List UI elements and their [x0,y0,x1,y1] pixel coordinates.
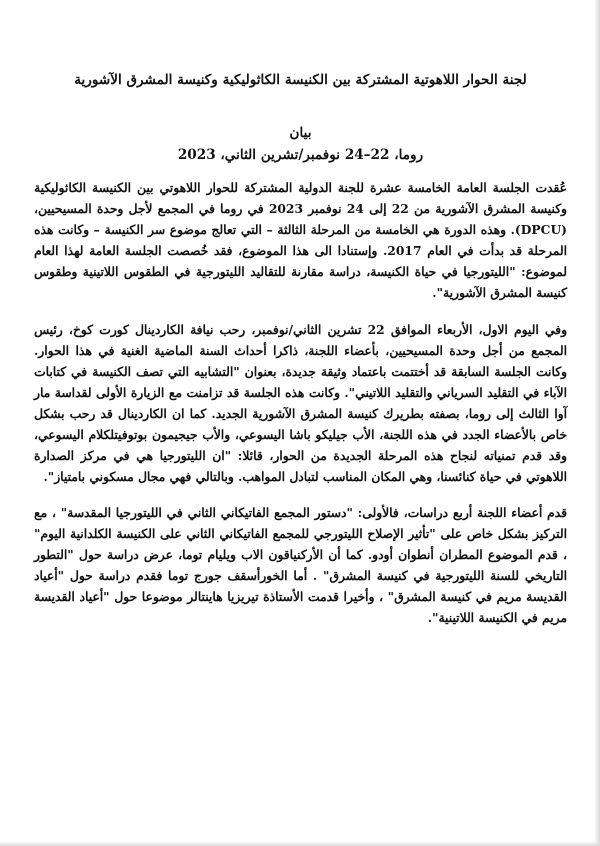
statement-heading: بيان [289,125,312,141]
paragraph-studies: قدم أعضاء اللجنة أربع دراسات، فالأولى: "دستور المجمع الفاتيكاني الثاني في الليتورجيا المقدسة" ، مع التركيز بشكل خاص على "تأثير الإصلاح الليتورجي للمجمع الفاتيكاني الثاني على الكنيسة الكلدانية اليوم" ، قدم الموضوع المطران أنطوان أودو. كما أن الأركنياقون الاب ويليام توما، عرض دراسة حول "التطور التاريخي للسنة الليتورجية في كنيسة المشرق" . أما الخورأسقف جورج توما فقدم دراسة حول "أعياد القديسة مريم في كنيسة المشرق" ، وأخيرا قدمت الأستاذة تيريزيا هاينتالر موضوعا حول "أعياد القديسة مريم في الكنيسة اللاتينية". [34,505,567,625]
page-edge-shadow-bottom [0,841,600,846]
paragraph-first-day: وفي اليوم الاول، الأربعاء الموافق 22 تشرين الثاني/نوفمبر، رحب نيافة الكاردينال كورت كوخ، رئيس المجمع من أجل وحدة المسيحيين، بأعضاء اللجنة، ذاكرا أحداث السنة الماضية الغنية في هذا الحوار. وكانت الجلسة السابقة قد أختتمت باعتماد وثيقة جديدة، بعنوان "التشابيه التي تصف الكنيسة في كتابات الآباء في التقليد السرياني والتقليد اللاتيني". وكانت هذه الجلسة قد تزامنت مع الزيارة الأولى لقداسة مار آوا الثالث إلى روما، بصفته بطريرك كنيسة المشرق الآشورية الجديد. كما ان الكاردينال قد رحب بشكل خاص بالأعضاء الجدد في هذه اللجنة، الأب جيليكو باشا اليسوعي، والأب جيجيمون بوتوفيتلكلام اليسوعي، وقد قدم تمنياته لنجاح هذه المرحلة الجديدة من الحوار، قائلا: "ان الليتورجيا هي في مركز الصدارة اللاهوتي في حياة كنائسنا، وهي المكان المناسب لتبادل المواهب. وبالتالي فهي مجال مسكوني بامتياز". [34,322,568,484]
page-edge-shadow-right [594,0,600,846]
statement-document [34,70,567,628]
paragraph-session-overview: عُقدت الجلسة العامة الخامسة عشرة للجنة الدولية المشتركة للحوار اللاهوتي بين الكنيسة الكاثوليكية وكنيسة المشرق الآشورية من 22 إلى 24 نوفمبر 2023 في روما في المجمع لأجل وحدة المسيحيين، (DPCU). وهذه الدورة هي الخامسة من المرحلة الثالثة – التي تعالج موضوع سر الكنيسة – وكانت هذه المرحلة قد بدأت في العام 2017. وإستنادا الى هذا الموضوع، فقد خُصصت الجلسة العامة لهذا العام لموضوع: "الليتورجيا في حياة الكنيسة، دراسة مقارنة للتقاليد الليتورجية في الطقوس اللاتينية وطقوس كنيسة المشرق الآشورية". [34,180,568,300]
dateline: روما، 22–24 نوفمبر/تشرين الثاني، 2023 [177,147,424,163]
document-title: لجنة الحوار اللاهوتية المشتركة بين الكنيسة الكاثوليكية وكنيسة المشرق الآشورية [74,72,527,88]
